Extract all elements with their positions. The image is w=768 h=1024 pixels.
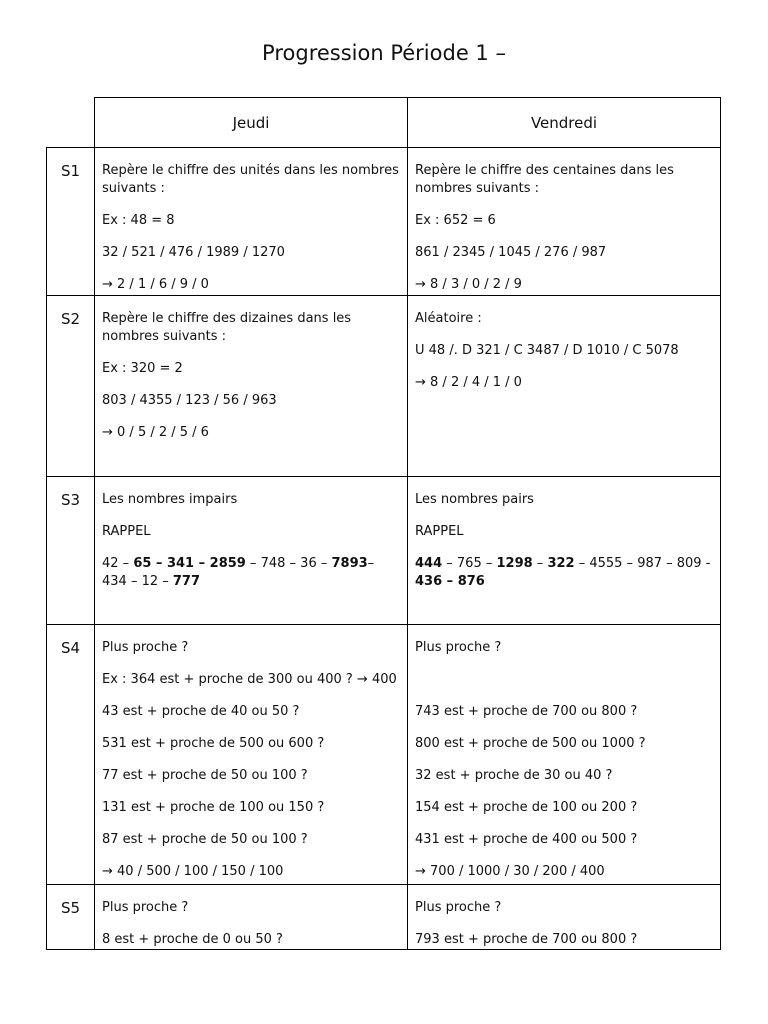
cell-line: Plus proche ?: [415, 900, 502, 915]
answers-text: → 2 / 1 / 6 / 9 / 0: [102, 277, 209, 292]
row-label: S3: [47, 477, 95, 625]
section-title: Les nombres pairs: [415, 492, 534, 507]
sequence-text: 42 –: [102, 556, 134, 571]
numbers-text: 803 / 4355 / 123 / 56 / 963: [102, 393, 277, 408]
answers-text: → 8 / 2 / 4 / 1 / 0: [415, 375, 522, 390]
column-header-vendredi: Vendredi: [408, 98, 721, 148]
cell-jeudi: [95, 477, 408, 625]
table-row-s4: [47, 625, 721, 885]
cell-line: Plus proche ?: [102, 640, 189, 655]
sequence-text: – 748 – 36 –: [245, 556, 332, 571]
section-title: Les nombres impairs: [102, 492, 238, 507]
cell-line: Plus proche ?: [415, 640, 502, 655]
sequence-text: – 434 – 12 –: [102, 556, 375, 589]
corner-cell: [47, 98, 95, 148]
row-label: S5: [47, 885, 95, 950]
numbers-text: U 48 /. D 321 / C 3487 / D 1010 / C 5078: [415, 343, 679, 358]
column-header-jeudi: Jeudi: [95, 98, 408, 148]
answers-text: → 8 / 3 / 0 / 2 / 9: [415, 277, 522, 292]
cell-jeudi: [95, 148, 408, 296]
page-title: Progression Période 1 –: [262, 41, 506, 65]
table-row-s3: [47, 477, 721, 625]
cell-jeudi: [95, 296, 408, 477]
highlighted-number: 7893: [331, 556, 368, 571]
highlighted-number: 1298: [496, 556, 533, 571]
cell-vendredi: [408, 625, 721, 885]
example-text: Ex : 320 = 2: [102, 361, 183, 376]
cell-line: 77 est + proche de 50 ou 100 ?: [102, 768, 308, 783]
cell-vendredi: [408, 148, 721, 296]
rappel-text: RAPPEL: [102, 524, 151, 539]
row-label: S1: [47, 148, 95, 296]
highlighted-number: 777: [172, 574, 201, 589]
progression-table: [46, 97, 721, 950]
instruction-text: Aléatoire :: [415, 311, 482, 326]
highlighted-number: 444: [415, 556, 443, 571]
cell-line: 431 est + proche de 400 ou 500 ?: [415, 832, 638, 847]
table-row-s5: [47, 885, 721, 950]
highlighted-number: 436 – 876: [415, 574, 485, 589]
cell-line: 154 est + proche de 100 ou 200 ?: [415, 800, 638, 815]
cell-jeudi: [95, 885, 408, 950]
cell-line: → 40 / 500 / 100 / 150 / 100: [102, 864, 284, 879]
cell-line: 131 est + proche de 100 ou 150 ?: [102, 800, 325, 815]
numbers-text: 861 / 2345 / 1045 / 276 / 987: [415, 245, 607, 260]
cell-line: 43 est + proche de 40 ou 50 ?: [102, 704, 300, 719]
row-label: S2: [47, 296, 95, 477]
highlighted-number: 322: [547, 556, 575, 571]
sequence-text: – 4555 – 987 – 809 -: [574, 556, 711, 571]
instruction-text: Repère le chiffre des dizaines dans les nombres suivants :: [102, 311, 352, 344]
cell-vendredi: [408, 296, 721, 477]
cell-line: → 700 / 1000 / 30 / 200 / 400: [415, 864, 605, 879]
rappel-text: RAPPEL: [415, 524, 464, 539]
example-text: Ex : 652 = 6: [415, 213, 496, 228]
cell-line: 531 est + proche de 500 ou 600 ?: [102, 736, 325, 751]
table-header-row: [47, 98, 721, 148]
table-row-s2: [47, 296, 721, 477]
cell-line: 800 est + proche de 500 ou 1000 ?: [415, 736, 646, 751]
sequence-text: –: [532, 556, 548, 571]
cell-line: Plus proche ?: [102, 900, 189, 915]
cell-jeudi: [95, 625, 408, 885]
number-sequence: [415, 555, 714, 591]
cell-line: 793 est + proche de 700 ou 800 ?: [415, 932, 638, 947]
example-text: Ex : 48 = 8: [102, 213, 175, 228]
table-row-s1: [47, 148, 721, 296]
cell-vendredi: [408, 885, 721, 950]
cell-line: 8 est + proche de 0 ou 50 ?: [102, 932, 283, 947]
cell-line: [415, 671, 714, 689]
row-label: S4: [47, 625, 95, 885]
cell-line: 32 est + proche de 30 ou 40 ?: [415, 768, 613, 783]
numbers-text: 32 / 521 / 476 / 1989 / 1270: [102, 245, 285, 260]
cell-line: 743 est + proche de 700 ou 800 ?: [415, 704, 638, 719]
instruction-text: Repère le chiffre des unités dans les nombres suivants :: [102, 163, 399, 196]
number-sequence: [102, 555, 401, 591]
cell-vendredi: [408, 477, 721, 625]
instruction-text: Repère le chiffre des centaines dans les nombres suivants :: [415, 163, 674, 196]
answers-text: → 0 / 5 / 2 / 5 / 6: [102, 425, 209, 440]
highlighted-number: 65 – 341 – 2859: [133, 556, 246, 571]
sequence-text: – 765 –: [442, 556, 497, 571]
cell-line: 87 est + proche de 50 ou 100 ?: [102, 832, 308, 847]
cell-line: Ex : 364 est + proche de 300 ou 400 ? → 400: [102, 672, 397, 687]
